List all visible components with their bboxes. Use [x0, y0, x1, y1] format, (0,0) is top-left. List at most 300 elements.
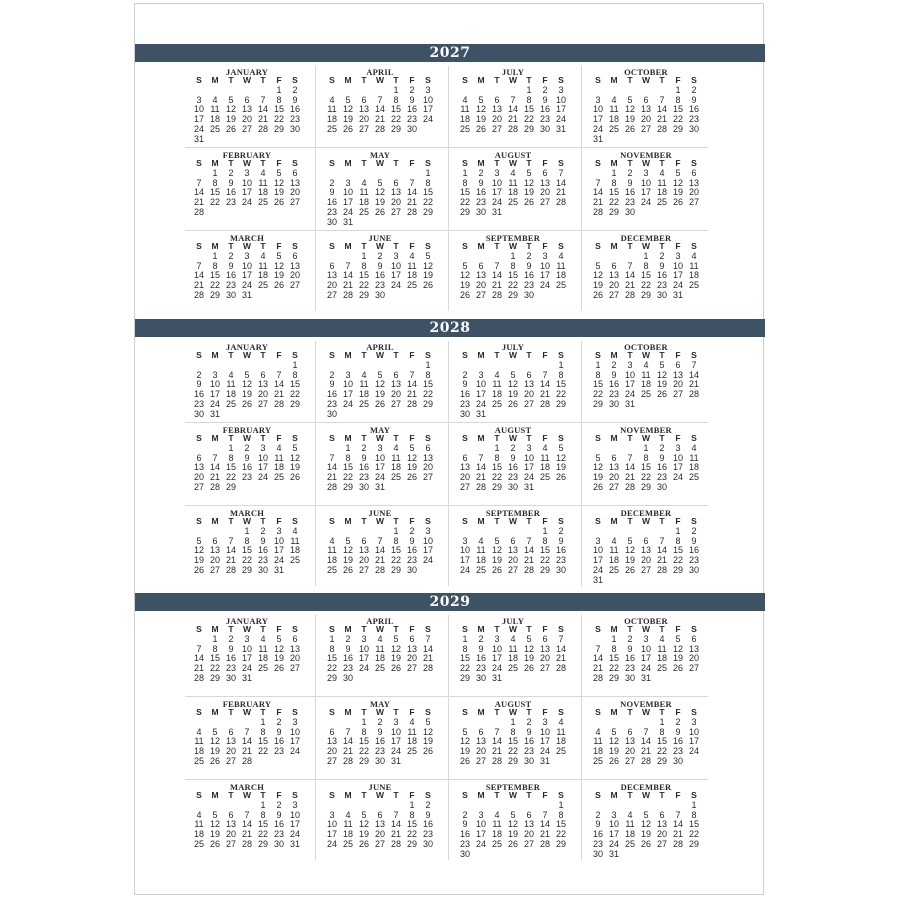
weekday-header: T [228, 241, 234, 251]
weekday-header: S [425, 790, 431, 800]
day-cell: 17 [608, 829, 619, 840]
day-cell: 7 [627, 452, 633, 463]
day-cell: 13 [257, 379, 268, 390]
weekday-header: T [526, 516, 532, 526]
day-cell: 19 [209, 746, 220, 757]
day-cell: 25 [491, 838, 502, 849]
day-cell: 14 [555, 177, 566, 188]
weekday-header: F [542, 350, 548, 360]
day-cell: 12 [422, 260, 433, 271]
day-cell: 1 [276, 85, 282, 95]
weekday-header: T [494, 624, 500, 634]
day-cell: 6 [494, 94, 500, 105]
day-cell: 3 [675, 251, 681, 261]
day-cell: 8 [292, 369, 298, 380]
day-cell: 24 [342, 206, 353, 217]
day-cell: 3 [212, 369, 218, 380]
weekday-header: S [196, 790, 202, 800]
day-cell: 18 [459, 114, 470, 125]
day-cell: 11 [226, 379, 236, 390]
day-cell: 21 [241, 829, 252, 840]
month-september [451, 507, 575, 587]
day-cell: 12 [225, 104, 236, 115]
month-name: MAY [369, 425, 391, 435]
day-cell: 19 [273, 270, 284, 281]
day-cell: 9 [462, 379, 468, 390]
day-cell: 13 [225, 819, 236, 830]
day-cell: 16 [273, 736, 284, 747]
day-cell: 18 [326, 555, 337, 566]
day-cell: 23 [326, 206, 337, 217]
day-cell: 27 [241, 123, 252, 134]
weekday-header: T [659, 350, 665, 360]
day-cell: 15 [459, 653, 470, 664]
day-cell: 27 [523, 838, 534, 849]
day-cell: 30 [406, 123, 417, 134]
day-cell: 21 [475, 472, 486, 483]
weekday-header: S [691, 516, 697, 526]
day-cell: 11 [689, 452, 699, 463]
day-cell: 23 [342, 663, 353, 674]
day-cell: 20 [688, 653, 699, 664]
day-cell: 19 [672, 187, 683, 198]
weekday-header: M [344, 433, 352, 443]
day-cell: 1 [212, 168, 218, 178]
day-cell: 18 [539, 462, 550, 473]
day-cell: 9 [627, 177, 633, 188]
day-cell: 1 [244, 526, 250, 536]
weekday-header: M [610, 790, 618, 800]
day-cell: 9 [526, 726, 532, 737]
day-cell: 24 [688, 746, 699, 757]
day-cell: 11 [492, 819, 502, 830]
day-cell: 31 [241, 289, 252, 300]
day-cell: 8 [510, 726, 516, 737]
weekday-header: S [292, 75, 298, 85]
day-cell: 18 [374, 653, 385, 664]
day-cell: 4 [691, 251, 697, 261]
day-cell: 29 [640, 289, 651, 300]
day-cell: 5 [276, 634, 282, 644]
day-cell: 28 [555, 197, 566, 208]
day-cell: 2 [510, 443, 516, 453]
day-cell: 26 [592, 289, 603, 300]
day-cell: 25 [507, 197, 518, 208]
day-cell: 19 [523, 187, 534, 198]
day-cell: 14 [656, 104, 667, 115]
weekday-header: M [610, 158, 618, 168]
day-cell: 14 [592, 187, 603, 198]
weekday-header: S [558, 516, 564, 526]
day-cell: 18 [358, 389, 369, 400]
day-cell: 6 [292, 168, 298, 178]
weekday-header: T [659, 241, 665, 251]
day-cell: 10 [688, 726, 699, 737]
weekday-header: T [659, 624, 665, 634]
day-cell: 5 [196, 535, 202, 546]
weekday-header: W [375, 516, 385, 526]
day-cell: 20 [608, 472, 619, 483]
day-cell: 5 [345, 94, 351, 105]
day-cell: 11 [593, 736, 603, 747]
weekday-header: T [627, 350, 633, 360]
day-cell: 23 [608, 389, 619, 400]
day-cell: 8 [675, 535, 681, 546]
day-cell: 29 [539, 564, 550, 575]
day-cell: 28 [241, 755, 252, 766]
weekday-header: W [508, 790, 518, 800]
day-cell: 6 [627, 726, 633, 737]
day-cell: 15 [342, 462, 353, 473]
month-february [185, 424, 309, 504]
day-cell: 30 [422, 838, 433, 849]
weekday-header: F [675, 158, 681, 168]
day-cell: 20 [507, 555, 518, 566]
day-cell: 5 [361, 809, 367, 820]
weekday-header: F [276, 624, 282, 634]
weekday-header: T [260, 624, 266, 634]
day-cell: 12 [342, 104, 353, 115]
day-cell: 5 [276, 251, 282, 261]
day-cell: 17 [491, 653, 502, 664]
day-cell: 28 [406, 206, 417, 217]
day-cell: 5 [675, 634, 681, 644]
day-cell: 2 [329, 369, 335, 380]
day-cell: 4 [659, 634, 665, 644]
day-cell: 21 [555, 653, 566, 664]
day-cell: 17 [422, 104, 433, 115]
day-cell: 13 [459, 462, 470, 473]
day-cell: 22 [555, 829, 566, 840]
day-cell: 26 [523, 663, 534, 674]
day-cell: 26 [523, 197, 534, 208]
day-cell: 12 [273, 643, 284, 654]
weekday-header: W [375, 158, 385, 168]
day-cell: 7 [377, 94, 383, 105]
day-cell: 3 [526, 443, 532, 453]
day-cell: 6 [361, 535, 367, 546]
day-cell: 20 [475, 746, 486, 757]
month-may [318, 698, 442, 778]
day-cell: 29 [507, 755, 518, 766]
day-cell: 17 [640, 653, 651, 664]
day-cell: 27 [475, 289, 486, 300]
day-cell: 12 [209, 736, 220, 747]
day-cell: 16 [539, 104, 550, 115]
day-cell: 4 [361, 369, 367, 380]
month-name: APRIL [366, 67, 394, 77]
month-may [318, 424, 442, 504]
weekday-header: M [477, 790, 485, 800]
weekday-header: S [462, 241, 468, 251]
weekday-header: T [228, 158, 234, 168]
weekday-header: W [508, 350, 518, 360]
day-cell: 4 [345, 809, 351, 820]
day-cell: 4 [292, 526, 298, 536]
day-cell: 15 [672, 545, 683, 556]
day-cell: 18 [326, 114, 337, 125]
day-cell: 6 [643, 94, 649, 105]
day-cell: 14 [193, 653, 204, 664]
day-cell: 5 [595, 260, 601, 271]
day-cell: 22 [422, 197, 433, 208]
weekday-header: W [508, 516, 518, 526]
day-cell: 1 [558, 800, 564, 810]
day-cell: 14 [475, 462, 486, 473]
day-cell: 24 [289, 746, 300, 757]
month-name: OCTOBER [624, 67, 668, 77]
weekday-header: S [329, 707, 335, 717]
day-cell: 3 [558, 85, 564, 95]
day-cell: 28 [193, 206, 204, 217]
day-cell: 12 [289, 452, 300, 463]
weekday-header: S [196, 158, 202, 168]
day-cell: 23 [273, 829, 284, 840]
day-cell: 5 [409, 443, 415, 453]
weekday-header: F [542, 158, 548, 168]
day-cell: 8 [212, 643, 218, 654]
day-cell: 4 [409, 251, 415, 261]
day-cell: 5 [377, 177, 383, 188]
day-cell: 12 [656, 369, 667, 380]
weekday-header: S [558, 624, 564, 634]
weekday-header: T [526, 624, 532, 634]
day-cell: 17 [491, 187, 502, 198]
day-cell: 17 [539, 736, 550, 747]
day-cell: 15 [422, 187, 433, 198]
day-cell: 5 [558, 443, 564, 453]
row-divider [185, 422, 708, 423]
day-cell: 15 [459, 187, 470, 198]
day-cell: 30 [507, 481, 518, 492]
day-cell: 21 [406, 389, 417, 400]
day-cell: 2 [377, 717, 383, 727]
day-cell: 30 [624, 672, 635, 683]
day-cell: 13 [326, 270, 337, 281]
day-cell: 14 [422, 643, 433, 654]
day-cell: 11 [274, 452, 284, 463]
day-cell: 10 [289, 726, 300, 737]
day-cell: 6 [462, 452, 468, 463]
day-cell: 18 [193, 829, 204, 840]
day-cell: 22 [257, 746, 268, 757]
month-april [318, 66, 442, 146]
day-cell: 22 [390, 114, 401, 125]
weekday-header: T [393, 241, 399, 251]
day-cell: 11 [657, 177, 667, 188]
month-october [584, 66, 708, 146]
day-cell: 28 [342, 289, 353, 300]
weekday-header: W [641, 624, 651, 634]
day-cell: 22 [209, 280, 220, 291]
day-cell: 2 [329, 177, 335, 188]
day-cell: 21 [555, 187, 566, 198]
day-cell: 6 [611, 260, 617, 271]
day-cell: 14 [688, 369, 699, 380]
day-cell: 30 [688, 564, 699, 575]
day-cell: 8 [409, 809, 415, 820]
day-cell: 12 [459, 736, 470, 747]
day-cell: 24 [257, 472, 268, 483]
day-cell: 28 [656, 123, 667, 134]
day-cell: 3 [595, 535, 601, 546]
day-cell: 7 [260, 94, 266, 105]
weekday-header: W [242, 158, 252, 168]
day-cell: 20 [390, 197, 401, 208]
day-cell: 18 [608, 555, 619, 566]
day-cell: 13 [475, 736, 486, 747]
day-cell: 17 [672, 270, 683, 281]
day-cell: 6 [393, 177, 399, 188]
day-cell: 10 [555, 94, 566, 105]
day-cell: 18 [390, 462, 401, 473]
day-cell: 1 [526, 85, 532, 95]
day-cell: 1 [675, 526, 681, 536]
day-cell: 2 [361, 443, 367, 453]
month-name: AUGUST [494, 699, 532, 709]
day-cell: 7 [276, 369, 282, 380]
day-cell: 13 [241, 104, 252, 115]
day-cell: 13 [422, 452, 433, 463]
day-cell: 8 [329, 643, 335, 654]
day-cell: 11 [556, 260, 566, 271]
day-cell: 11 [258, 643, 268, 654]
day-cell: 6 [542, 168, 548, 178]
day-cell: 28 [523, 564, 534, 575]
weekday-header: S [462, 433, 468, 443]
day-cell: 6 [510, 535, 516, 546]
day-cell: 4 [494, 809, 500, 820]
day-cell: 15 [608, 187, 619, 198]
day-cell: 27 [406, 663, 417, 674]
month-march [185, 232, 309, 312]
day-cell: 12 [422, 726, 433, 737]
weekday-header: T [526, 707, 532, 717]
day-cell: 14 [225, 545, 236, 556]
day-cell: 19 [592, 472, 603, 483]
day-cell: 16 [507, 462, 518, 473]
day-cell: 23 [459, 838, 470, 849]
weekday-header: M [344, 75, 352, 85]
day-cell: 4 [196, 809, 202, 820]
weekday-header: S [558, 75, 564, 85]
weekday-header: T [627, 707, 633, 717]
day-cell: 11 [375, 643, 385, 654]
day-cell: 17 [289, 736, 300, 747]
day-cell: 4 [558, 717, 564, 727]
weekday-header: F [542, 516, 548, 526]
day-cell: 23 [539, 114, 550, 125]
day-cell: 2 [595, 809, 601, 820]
day-cell: 9 [627, 643, 633, 654]
day-cell: 20 [640, 555, 651, 566]
day-cell: 4 [627, 809, 633, 820]
day-cell: 22 [390, 555, 401, 566]
day-cell: 22 [592, 389, 603, 400]
weekday-header: S [425, 241, 431, 251]
day-cell: 7 [196, 177, 202, 188]
day-cell: 6 [611, 452, 617, 463]
weekday-header: T [627, 790, 633, 800]
day-cell: 1 [292, 360, 298, 370]
day-cell: 21 [656, 555, 667, 566]
weekday-header: T [393, 433, 399, 443]
day-cell: 20 [656, 829, 667, 840]
day-cell: 9 [611, 369, 617, 380]
day-cell: 27 [225, 755, 236, 766]
day-cell: 15 [422, 379, 433, 390]
day-cell: 24 [523, 472, 534, 483]
day-cell: 31 [624, 398, 635, 409]
day-cell: 17 [523, 462, 534, 473]
day-cell: 18 [507, 187, 518, 198]
day-cell: 17 [342, 197, 353, 208]
day-cell: 22 [459, 663, 470, 674]
day-cell: 21 [592, 197, 603, 208]
day-cell: 15 [209, 270, 220, 281]
day-cell: 6 [409, 634, 415, 644]
day-cell: 12 [491, 545, 502, 556]
day-cell: 14 [209, 462, 220, 473]
day-cell: 14 [491, 736, 502, 747]
day-cell: 29 [672, 564, 683, 575]
day-cell: 21 [257, 114, 268, 125]
day-cell: 23 [241, 472, 252, 483]
day-cell: 29 [209, 289, 220, 300]
day-cell: 3 [643, 168, 649, 178]
month-name: DECEMBER [620, 508, 672, 518]
day-cell: 25 [289, 555, 300, 566]
day-cell: 6 [361, 94, 367, 105]
day-cell: 27 [539, 663, 550, 674]
day-cell: 3 [361, 634, 367, 644]
day-cell: 19 [390, 653, 401, 664]
day-cell: 24 [273, 555, 284, 566]
month-november [584, 149, 708, 229]
day-cell: 13 [523, 379, 534, 390]
day-cell: 14 [273, 379, 284, 390]
day-cell: 19 [507, 829, 518, 840]
day-cell: 19 [273, 653, 284, 664]
day-cell: 5 [228, 94, 234, 105]
day-cell: 3 [542, 717, 548, 727]
day-cell: 7 [196, 260, 202, 271]
day-cell: 14 [507, 104, 518, 115]
day-cell: 21 [241, 746, 252, 757]
day-cell: 7 [675, 809, 681, 820]
day-cell: 3 [542, 251, 548, 261]
day-cell: 23 [475, 663, 486, 674]
day-cell: 12 [459, 270, 470, 281]
day-cell: 21 [624, 280, 635, 291]
day-cell: 17 [390, 270, 401, 281]
month-march [185, 781, 309, 861]
weekday-header: S [196, 516, 202, 526]
day-cell: 1 [393, 85, 399, 95]
day-cell: 26 [374, 398, 385, 409]
day-cell: 24 [555, 114, 566, 125]
day-cell: 27 [507, 564, 518, 575]
day-cell: 1 [329, 634, 335, 644]
weekday-header: S [691, 433, 697, 443]
day-cell: 24 [390, 280, 401, 291]
day-cell: 13 [358, 104, 369, 115]
day-cell: 3 [244, 634, 250, 644]
weekday-header: M [344, 241, 352, 251]
weekday-header: S [462, 516, 468, 526]
day-cell: 26 [672, 197, 683, 208]
day-cell: 29 [592, 398, 603, 409]
